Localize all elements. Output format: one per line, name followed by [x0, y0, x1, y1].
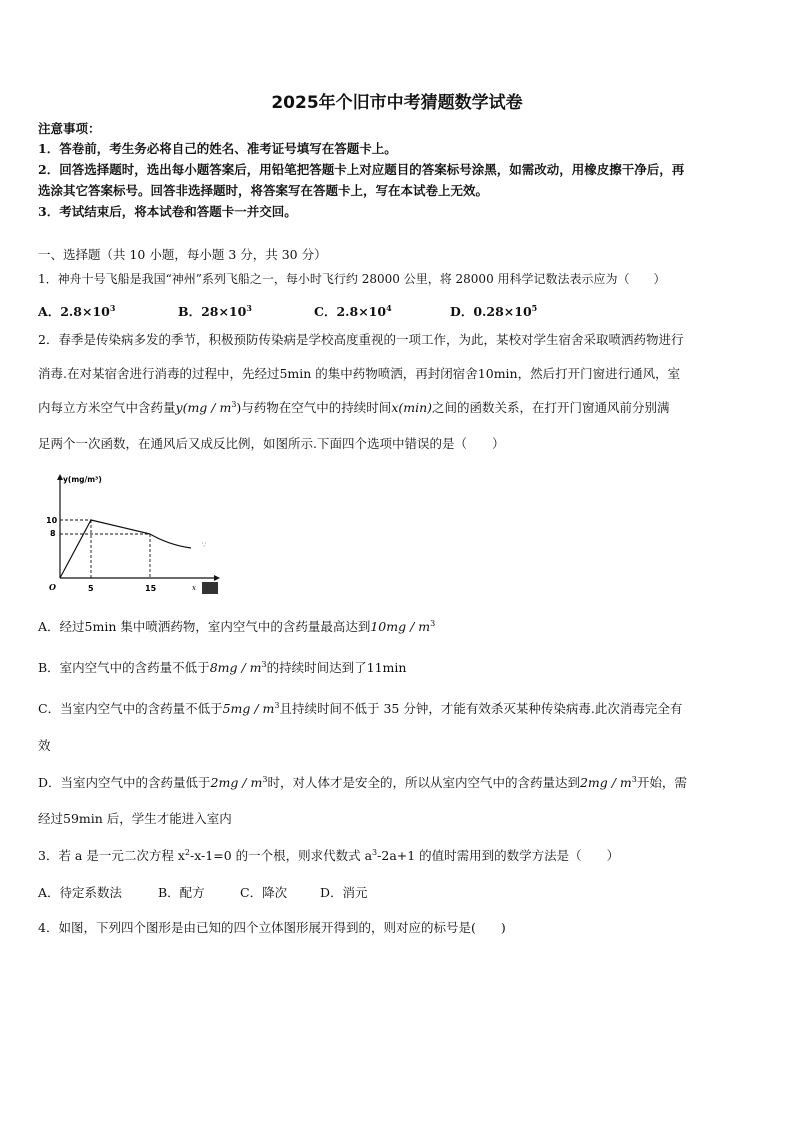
q3-option-d: D．消元: [320, 885, 368, 900]
linear-segments: [60, 520, 150, 578]
q3-stem: 3．若 a 是一元二次方程 $x^2-x-1=0$ 的一个根，则求代数式 $a^3-2a+1$ 的值时需用到的数学方法是（ ）: [38, 847, 620, 863]
q4-stem: 4．如图，下列四个图形是由已知的四个立体图形展开得到的，则对应的标号是( ): [38, 920, 506, 935]
q3-option-b: B．配方: [158, 885, 205, 900]
graph-origin: O: [49, 582, 56, 592]
q2-option-c: C．当室内空气中的含药量不低于$5mg / m^3$且持续时间不低于 35 分钟，才能有效杀灭某种传染病毒.此次消毒完全有: [38, 700, 683, 716]
q1-option-c: C．$2.8\times 10^4$: [314, 302, 392, 319]
svg-text:∵: ∵: [202, 541, 207, 549]
x-axis-arrow-icon: [214, 575, 220, 581]
notice-item-2: 2．回答选择题时，选出每小题答案后，用铅笔把答题卡上对应题目的答案标号涂黑，如需改动，用橡皮擦干净后，再: [38, 162, 685, 177]
graph-ytick-8: 8: [50, 529, 56, 538]
q1-option-b: B．$28\times 10^3$: [178, 302, 252, 319]
q2-option-d: D．当室内空气中的含药量低于$2mg / m^3$时，对人体才是安全的，所以从室内空气中的含药量达到$2mg / m^3$开始，需: [38, 774, 687, 790]
graph-xlabel: x: [192, 584, 196, 592]
q2-line-1: 2．春季是传染病多发的季节，积极预防传染病是学校高度重视的一项工作，为此，某校对学生宿舍采取喷洒药物进行: [38, 332, 684, 347]
q1-options: [38, 302, 758, 320]
notice-heading: 注意事项：: [38, 121, 101, 136]
q3-option-a: A．待定系数法: [38, 885, 123, 900]
graph-xtick-5: 5: [88, 584, 94, 593]
q3-option-c: C．降次: [240, 885, 288, 900]
scan-mark: [202, 582, 218, 594]
notice-item-3: 3．考试结束后，将本试卷和答题卡一并交回。: [38, 204, 297, 219]
q2-line-2: 消毒.在对某宿舍进行消毒的过程中，先经过5min 的集中药物喷洒，再封闭宿舍10min，然后打开门窗进行通风，室: [38, 366, 681, 381]
section-heading: 一、选择题（共 10 小题，每小题 3 分，共 30 分）: [38, 247, 327, 262]
q2-option-d-cont: 经过59min 后，学生才能进入室内: [38, 811, 232, 826]
q3-options: [38, 883, 758, 901]
graph-ytick-10: 10: [46, 516, 58, 525]
q2-graph: [44, 470, 234, 610]
notice-item-2-cont: 选涂其它答案标号。回答非选择题时，将答案写在答题卡上，写在本试卷上无效。: [38, 183, 489, 198]
graph-xtick-15: 15: [145, 584, 157, 593]
q2-option-a: A．经过5min 集中喷洒药物，室内空气中的含药量最高达到$10mg / m^3$: [38, 618, 436, 634]
q1-option-d: D．$0.28\times 10^5$: [450, 302, 538, 319]
notice-item-1: 1．答卷前，考生务必将自己的姓名、准考证号填写在答题卡上。: [38, 141, 397, 156]
q2-line-4: 足两个一次函数，在通风后又成反比例，如图所示.下面四个选项中错误的是（ ）: [38, 436, 505, 451]
inverse-curve: [150, 534, 191, 548]
q1-option-a: A．$2.8\times 10^3$: [38, 302, 116, 319]
q1-stem: 1．神舟十号飞船是我国“神州”系列飞船之一，每小时飞行约 28000 公里，将 28000 用科学记数法表示应为（ ）: [38, 272, 666, 286]
q2-line-3: 内每立方米空气中含药量$y(mg / m^3)$与药物在空气中的持续时间x(min)之间的函数关系，在打开门窗通风前分别满: [38, 399, 670, 415]
page-title: 2025年个旧市中考猜题数学试卷: [271, 93, 523, 113]
q2-option-c-cont: 效: [38, 738, 51, 753]
q2-option-b: B．室内空气中的含药量不低于$8mg / m^3$的持续时间达到了11min: [38, 659, 407, 675]
graph-ylabel: y(mg/m³): [63, 475, 102, 484]
